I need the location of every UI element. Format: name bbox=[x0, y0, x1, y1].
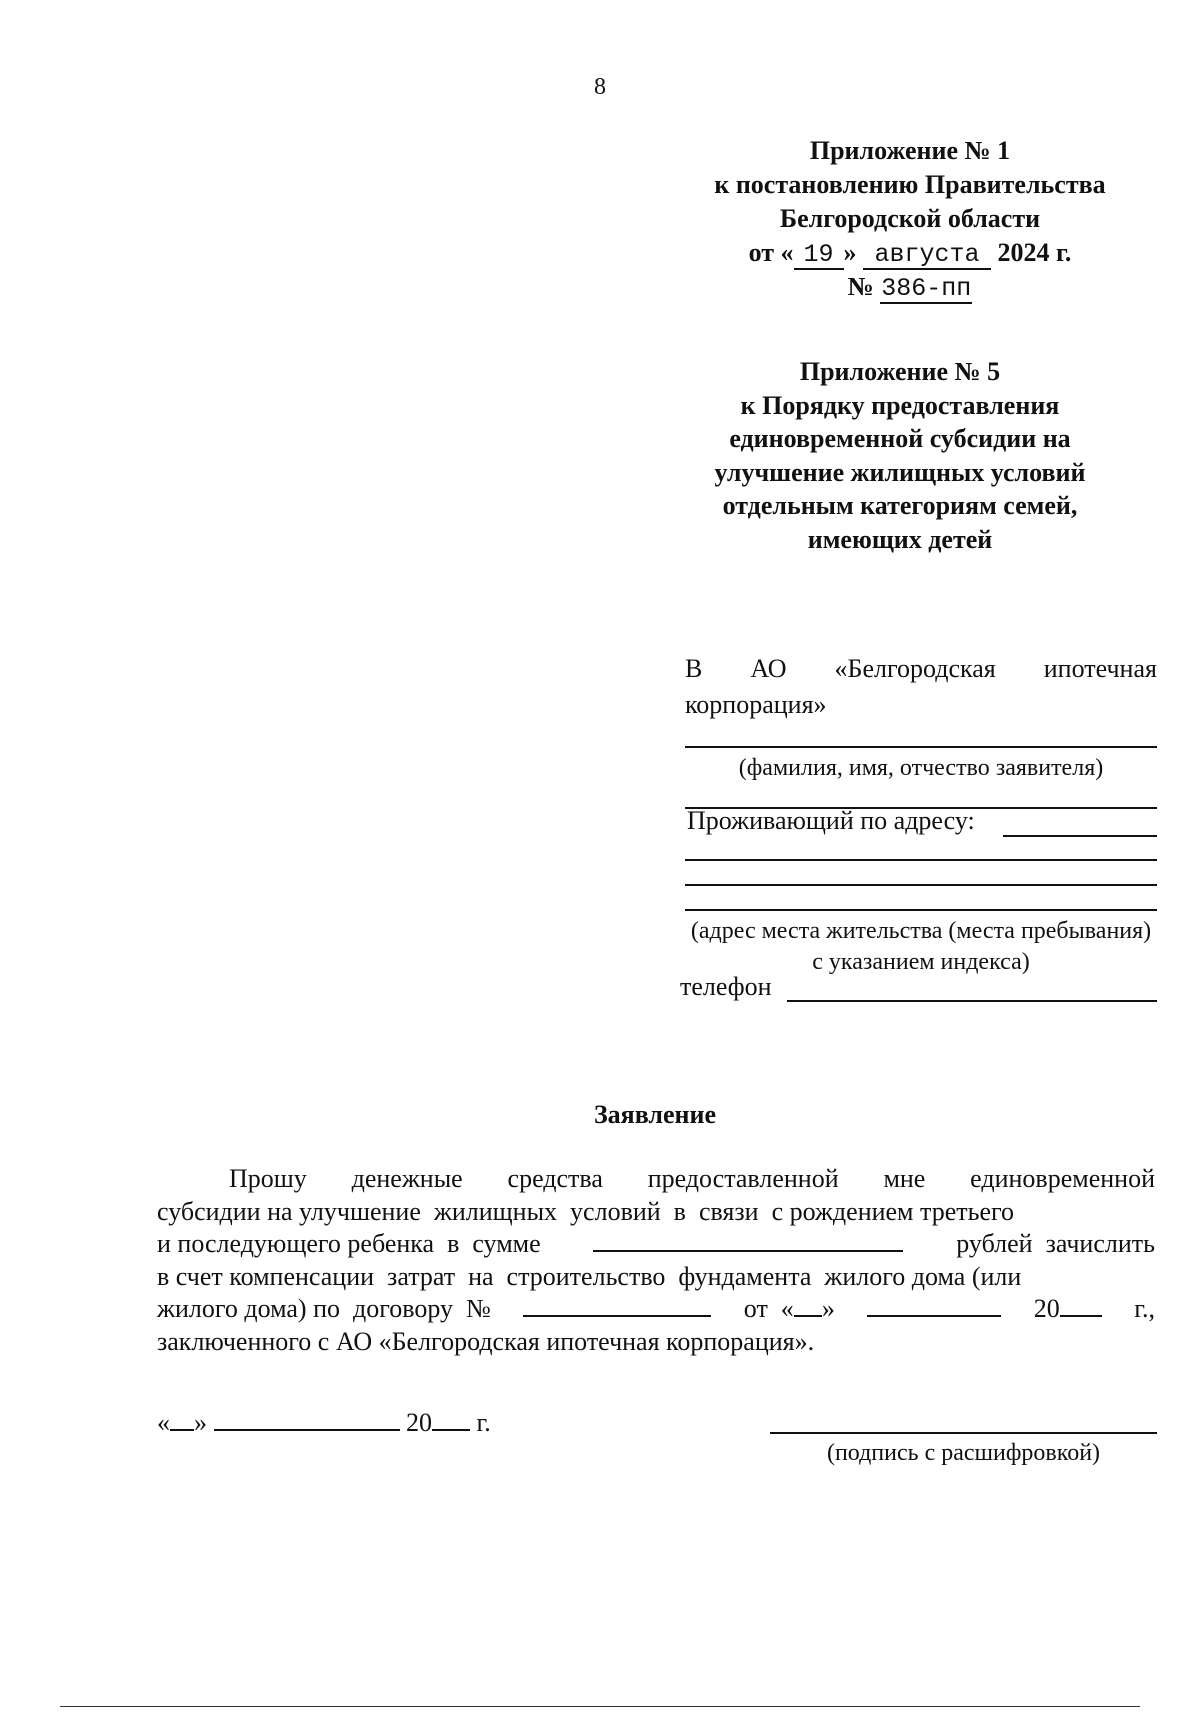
fio-line[interactable] bbox=[685, 746, 1157, 748]
contract-month-field[interactable] bbox=[867, 1293, 1001, 1317]
phone-label: телефон bbox=[680, 972, 772, 1001]
address-label: Проживающий по адресу: bbox=[687, 806, 975, 835]
page-bottom-rule bbox=[60, 1706, 1140, 1707]
addressee-line2: корпорация» bbox=[685, 690, 827, 719]
amount-field[interactable] bbox=[593, 1228, 903, 1252]
signature-line[interactable] bbox=[770, 1432, 1157, 1434]
addressee-block bbox=[685, 654, 1157, 974]
statement-line-3: и последующего ребенка в сумме рублей зачислить bbox=[157, 1229, 1155, 1258]
appendix1-number: № 386-пп bbox=[847, 272, 972, 303]
contract-year-field[interactable] bbox=[1060, 1293, 1102, 1317]
appendix5-line: единовременной субсидии на bbox=[729, 424, 1071, 453]
document-number: 386-пп bbox=[881, 274, 972, 303]
address-line-4[interactable] bbox=[685, 909, 1157, 911]
contract-day-field[interactable] bbox=[794, 1293, 822, 1317]
appendix1-block bbox=[640, 134, 1180, 304]
statement-line-5: жилого дома) по договору № от « » 20 г., bbox=[157, 1294, 1155, 1323]
statement-line-4: в счет компенсации затрат на строительство фундамента жилого дома (или bbox=[157, 1261, 1022, 1291]
signature-date: « » 20 г. bbox=[157, 1408, 491, 1437]
phone-field[interactable] bbox=[787, 1000, 1157, 1002]
appendix1-line3: Белгородской области bbox=[779, 204, 1041, 233]
address-line-2[interactable] bbox=[685, 859, 1157, 861]
appendix5-title: Приложение № 5 bbox=[799, 357, 1001, 386]
appendix5-line: отдельным категориям семей, bbox=[722, 491, 1078, 520]
statement-title: Заявление bbox=[593, 1100, 717, 1129]
statement-line-1: Прошу денежные средства предоставленной мне единовременной bbox=[229, 1164, 1155, 1193]
appendix5-block bbox=[640, 355, 1160, 556]
page-number: 8 bbox=[594, 74, 606, 100]
appendix1-date: от « 19 » августа 2024 г. bbox=[748, 238, 1072, 269]
appendix5-line: имеющих детей bbox=[807, 524, 993, 554]
address-caption: (адрес места жительства (места пребывания) с указанием индекса) bbox=[690, 918, 1152, 975]
contract-number-field[interactable] bbox=[523, 1293, 711, 1317]
signature-caption: (подпись с расшифровкой) bbox=[826, 1440, 1101, 1466]
fio-caption: (фамилия, имя, отчество заявителя) bbox=[738, 755, 1104, 781]
sign-day-field[interactable] bbox=[170, 1407, 194, 1431]
statement-line-6: заключенного с АО «Белгородская ипотечная корпорация». bbox=[157, 1326, 815, 1356]
appendix1-line2: к постановлению Правительства bbox=[714, 170, 1106, 199]
appendix5-line: к Порядку предоставления bbox=[740, 390, 1060, 420]
sign-year-field[interactable] bbox=[432, 1407, 470, 1431]
statement-line-2: субсидии на улучшение жилищных условий в связи с рождением третьего bbox=[157, 1196, 1015, 1226]
date-month: августа bbox=[863, 242, 991, 270]
address-line-3[interactable] bbox=[685, 884, 1157, 886]
sign-month-field[interactable] bbox=[214, 1407, 400, 1431]
date-day: 19 bbox=[794, 242, 844, 270]
appendix1-title: Приложение № 1 bbox=[809, 136, 1011, 165]
statement-body bbox=[157, 1163, 1155, 1358]
appendix5-line: улучшение жилищных условий bbox=[714, 457, 1086, 487]
address-field[interactable] bbox=[1003, 835, 1157, 837]
addressee-line1: В АО «Белгородская ипотечная bbox=[685, 654, 1157, 683]
